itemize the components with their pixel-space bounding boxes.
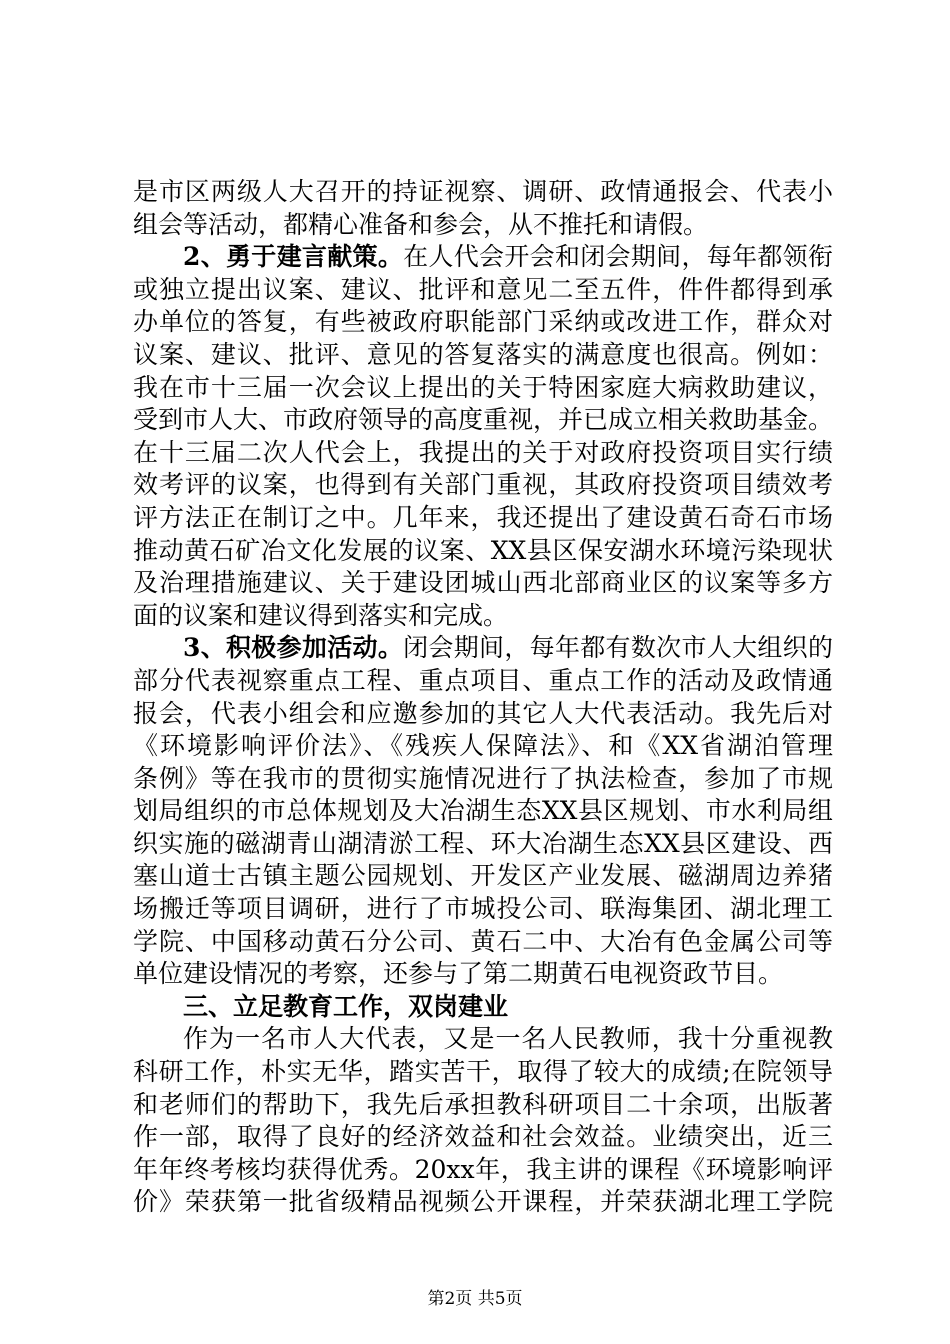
text-line: 和老师们的帮助下，我先后承担教科研项目二十余项，出版著 — [133, 1089, 833, 1119]
document-body — [133, 176, 833, 1219]
item-heading: 3、积极参加活动。 — [183, 633, 404, 663]
text-run: 闭会期间，每年都有数次市人大组织的 — [403, 633, 833, 663]
text-line: 单位建设情况的考察，还参与了第二期黄石电视资政节目。 — [133, 959, 784, 989]
paragraph-first-line — [133, 241, 833, 274]
page-number: 第2页 共5页 — [427, 1289, 523, 1309]
paragraph-first-line — [133, 632, 833, 665]
section-heading: 三、立足教育工作，双岗建业 — [183, 991, 509, 1021]
text-line: 受到市人大、市政府领导的高度重视，并已成立相关救助基金。 — [133, 405, 833, 435]
text-line: 面的议案和建议得到落实和完成。 — [133, 600, 509, 630]
text-line: 办单位的答复，有些被政府职能部门采纳或改进工作，群众对 — [133, 307, 833, 337]
text-line: 我在市十三届一次会议上提出的关于特困家庭大病救助建议， — [133, 372, 833, 402]
text-line: 条例》等在我市的贯彻实施情况进行了执法检查，参加了市规 — [133, 763, 833, 793]
text-line: 议案、建议、批评、意见的答复落实的满意度也很高。例如： — [133, 339, 833, 369]
text-line: 报会，代表小组会和应邀参加的其它人大代表活动。我先后对 — [133, 698, 833, 728]
text-line: 学院、中国移动黄石分公司、黄石二中、大冶有色金属公司等 — [133, 926, 833, 956]
text-line: 组会等活动，都精心准备和参会，从不推托和请假。 — [133, 209, 709, 239]
text-line: 年年终考核均获得优秀。20xx年，我主讲的课程《环境影响评 — [133, 1154, 833, 1184]
text-line: 作一部，取得了良好的经济效益和社会效益。业绩突出，近三 — [133, 1122, 833, 1152]
text-line: 推动黄石矿冶文化发展的议案、XX县区保安湖水环境污染现状 — [133, 535, 833, 565]
text-line: 是市区两级人大召开的持证视察、调研、政情通报会、代表小 — [133, 177, 833, 206]
item-heading: 2、勇于建言献策。 — [183, 242, 404, 272]
text-line: 划局组织的市总体规划及大冶湖生态XX县区规划、市水利局组 — [133, 796, 833, 826]
text-run: 在人代会开会和闭会期间，每年都领衔 — [403, 242, 833, 272]
text-line: 效考评的议案，也得到有关部门重视，其政府投资项目绩效考 — [133, 470, 833, 500]
paragraph-first-line: 作为一名市人大代表，又是一名人民教师，我十分重视教 — [183, 1024, 833, 1054]
text-line: 在十三届二次人代会上，我提出的关于对政府投资项目实行绩 — [133, 437, 833, 467]
text-line: 《环境影响评价法》、《残疾人保障法》、和《XX省湖泊管理 — [133, 731, 833, 761]
text-line: 织实施的磁湖青山湖清淤工程、环大冶湖生态XX县区建设、西 — [133, 828, 833, 858]
text-line: 科研工作，朴实无华，踏实苦干，取得了较大的成绩;在院领导 — [133, 1057, 833, 1087]
text-line: 场搬迁等项目调研，进行了市城投公司、联海集团、湖北理工 — [133, 894, 833, 924]
text-line: 价》荣获第一批省级精品视频公开课程，并荣获湖北理工学院 — [133, 1187, 833, 1217]
text-line: 部分代表视察重点工程、重点项目、重点工作的活动及政情通 — [133, 665, 833, 695]
text-line: 评方法正在制订之中。几年来，我还提出了建设黄石奇石市场 — [133, 502, 833, 532]
text-line: 及治理措施建议、关于建设团城山西北部商业区的议案等多方 — [133, 568, 833, 598]
text-line: 或独立提出议案、建议、批评和意见二至五件，件件都得到承 — [133, 274, 833, 304]
text-line: 塞山道士古镇主题公园规划、开发区产业发展、磁湖周边养猪 — [133, 861, 833, 891]
